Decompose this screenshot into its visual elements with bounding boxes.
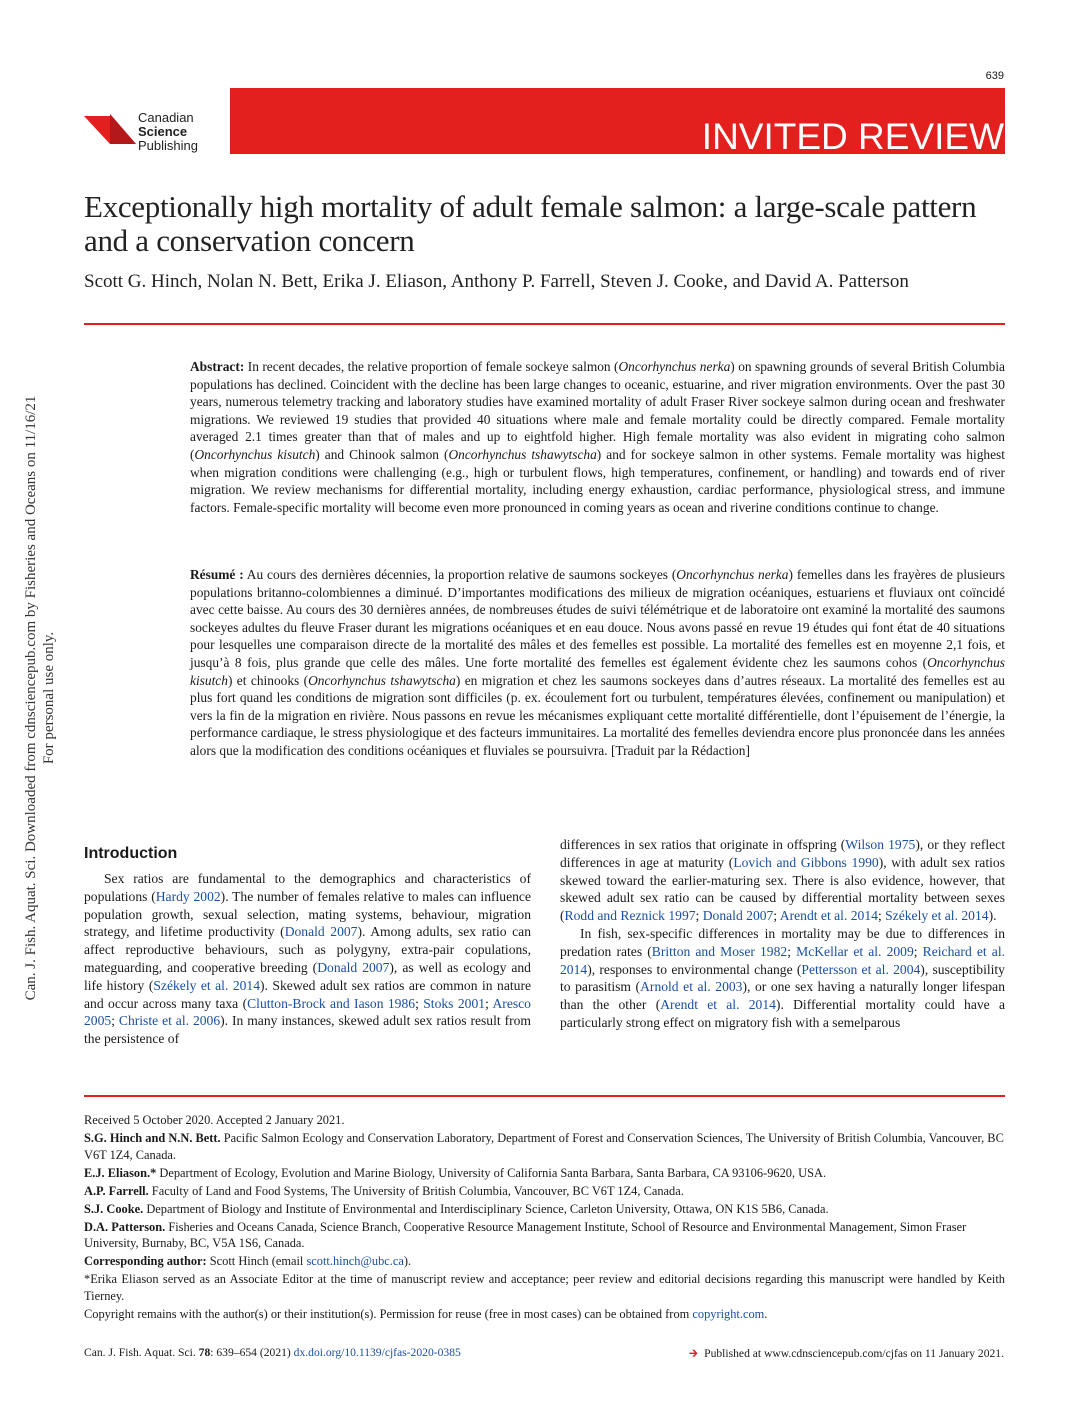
citation-link[interactable]: Hardy 2002 [155, 888, 221, 904]
citation-link[interactable]: Christe et al. 2006 [118, 1013, 221, 1029]
watermark-line-2: For personal use only. [41, 631, 57, 765]
citation-link[interactable]: Donald 2007 [284, 924, 358, 940]
journal-citation: Can. J. Fish. Aquat. Sci. 78: 639–654 (2021) dx.doi.org/10.1139/cjfas-2020-0385 [84, 1346, 461, 1359]
affiliation: S.G. Hinch and N.N. Bett. Pacific Salmon Ecology and Conservation Laboratory, Department of Forest and Conservation Sciences, The University of British Columbia, Vancouver, BC V6T 1Z4, Canada. [84, 1131, 1004, 1162]
copyright-link[interactable]: copyright.com [692, 1306, 765, 1321]
citation-link[interactable]: McKellar et al. 2009 [796, 943, 914, 959]
corresponding-author: Corresponding author: Scott Hinch (email scott.hinch@ubc.ca). [84, 1254, 412, 1268]
received-dates: Received 5 October 2020. Accepted 2 January 2021. [84, 1113, 345, 1127]
email-link[interactable]: scott.hinch@ubc.ca [306, 1254, 404, 1268]
logo-line-3: Publishing [138, 138, 198, 153]
pointer-icon: 🡲 [688, 1347, 699, 1360]
affiliation: A.P. Farrell. Faculty of Land and Food Systems, The University of British Columbia, Vancouver, BC V6T 1Z4, Canada. [84, 1183, 684, 1198]
editor-note: *Erika Eliason served as an Associate Editor at the time of manuscript review and acceptance; peer review and editorial decisions regarding this manuscript were handled by Keith Tierney. [84, 1272, 1005, 1303]
citation-link[interactable]: Wilson 1975 [845, 837, 916, 852]
citation-link[interactable]: Arnold et al. 2003 [640, 979, 743, 995]
citation-link[interactable]: Clutton-Brock and Iason 1986 [247, 995, 416, 1011]
affiliation: E.J. Eliason.* Department of Ecology, Evolution and Marine Biology, University of California Santa Barbara, Santa Barbara, CA 93106-9620, USA. [84, 1165, 827, 1180]
section-heading: Introduction [84, 845, 178, 862]
citation-link[interactable]: Rodd and Reznick 1997 [564, 908, 696, 924]
copyright-note: Copyright remains with the author(s) or their institution(s). Permission for reuse (free in most cases) can be obtained from copyright.com. [84, 1306, 768, 1321]
citation-link[interactable]: Székely et al. 2014 [153, 977, 261, 993]
abstract: Abstract: In recent decades, the relative proportion of female sockeye salmon (Oncorhynchus nerka) on spawning grounds of several British Columbia populations has declined. Coincident with the decline has been large changes to oceanic, estuarine, and river migration environments. Over the past 30 years, numerous telemetry tracking and laboratory studies have examined mortality of adult Fraser River sockeye salmon during ocean and freshwater migrations. We reviewed 19 studies that provided 40 situations where male and female mortality could be directly compared. Female mortality averaged 2.1 times greater than that of males and up to eightfold higher. High female mortality was also evident in migrating coho salmon (Oncorhynchus kisutch) and Chinook salmon (Oncorhynchus tshawytscha) and for sockeye salmon in other systems. Female mortality was highest when migration conditions were challenging (e.g., high or turbulent flows, high temperatures, confinement, or handling) and towards end of river migration. We review mechanisms for differential mortality, including energy exhaustion, cardiac performance, physiological stress, and immune factors. Female-specific mortality will become even more pronounced in coming years as ocean and riverine conditions continue to change. [190, 359, 1005, 515]
download-watermark [0, 300, 60, 1080]
citation-link[interactable]: Lovich and Gibbons 1990 [733, 854, 879, 870]
watermark-line-1: Can. J. Fish. Aquat. Sci. Downloaded from cdnsciencepub.com by Fisheries and Oceans on 11/16/21 [23, 395, 39, 1001]
intro-paragraph-2: differences in sex ratios that originate in offspring (Wilson 1975), or they reflect differences in age at maturity (Lovich and Gibbons 1990), with adult sex ratios skewed toward the earlier-maturing sex. There is also evidence, however, that skewed adult sex ratio can be caused by differential mortality between sexes (Rodd and Reznick 1997; Donald 2007; Arendt et al. 2014; Székely et al. 2014). [560, 837, 1005, 924]
citation-link[interactable]: Donald 2007 [702, 908, 774, 924]
affiliation: D.A. Patterson. Fisheries and Oceans Canada, Science Branch, Cooperative Resource Management Institute, School of Resource and Environmental Management, Simon Fraser University, Burnaby, BC, V5A 1S6, Canada. [84, 1219, 967, 1250]
article-title: Exceptionally high mortality of adult female salmon: a large-scale pattern and a conservation concern [84, 189, 977, 258]
citation-link[interactable]: Aresco 2005 [84, 995, 531, 1029]
logo-line-1: Canadian [138, 110, 194, 125]
published-note: 🡲 Published at www.cdnsciencepub.com/cjfas on 11 January 2021. [688, 1347, 1004, 1360]
citation-link[interactable]: Reichard et al. 2014 [560, 943, 1005, 977]
footnote-rule [84, 1095, 1005, 1097]
citation-link[interactable]: Britton and Moser 1982 [651, 943, 788, 959]
footnotes [84, 1112, 1005, 1324]
intro-paragraph-1: Sex ratios are fundamental to the demographics and characteristics of populations (Hardy 2002). The number of females relative to males can influence population growth, sexual selection, mating systems, behaviour, migration strategy, and lifetime productivity (Donald 2007). Among adults, sex ratio can affect reproductive behaviours, such as polygyny, extra-pair copulations, mateguarding, and cooperative breeding (Donald 2007), as well as ecology and life history (Székely et al. 2014). Skewed adult sex ratios are common in nature and occur across many taxa (Clutton-Brock and Iason 1986; Stoks 2001; Aresco 2005; Christe et al. 2006). In many instances, skewed adult sex ratios result from the persistence of [84, 871, 532, 1047]
citation-link[interactable]: Pettersson et al. 2004 [801, 961, 921, 977]
author-list: Scott G. Hinch, Nolan N. Bett, Erika J. Eliason, Anthony P. Farrell, Steven J. Cooke, and David A. Patterson [84, 271, 909, 292]
publisher-logo-icon [84, 88, 136, 144]
intro-paragraph-3: In fish, sex-specific differences in mortality may be due to differences in predation rates (Britton and Moser 1982; McKellar et al. 2009; Reichard et al. 2014), responses to environmental change (Pettersson et al. 2004), susceptibility to parasitism (Arnold et al. 2003), or one sex having a naturally longer lifespan than the other (Arendt et al. 2014). Differential mortality could have a particularly strong effect on migratory fish with a semelparous [560, 925, 1005, 1030]
citation-link[interactable]: Stoks 2001 [423, 995, 486, 1011]
affiliation: S.J. Cooke. Department of Biology and Institute of Environmental and Interdisciplinary Science, Carleton University, Ottawa, ON K1S 5B6, Canada. [84, 1201, 829, 1216]
logo-line-2: Science [138, 124, 188, 139]
resume: Résumé : Au cours des dernières décennies, la proportion relative de saumons sockeyes (Oncorhynchus nerka) femelles dans les frayères de plusieurs populations britanno-colombiennes a diminué. D’importantes modifications des milieux de migration océaniques, estuariens et fluviaux ont coïncidé avec cette baisse. Au cours des 30 dernières années, de nombreuses études de suivi télémétrique et de laboratoire ont examiné la mortalité des saumons sockeyes adultes du fleuve Fraser durant les migrations océaniques et en eau douce. Nous avons passé en revue 19 études qui font état de 40 situations pour lesquelles une comparaison directe de la mortalité des mâles et des femelles est possible. La mortalité des femelles est en moyenne 2,1 fois, et jusqu’à 8 fois, plus grande que celle des mâles. Une forte mortalité des femelles est également évidente chez les saumons cohos (Oncorhynchus kisutch) et chinooks (Oncorhynchus tshawytscha) en migration et chez les saumons sockeyes dans d’autres réseaux. La mortalité des femelles est au plus fort quand les conditions de migration sont difficiles (p. ex. écoulement fort ou turbulent, températures élevées, confinement ou manipulation) et vers la fin de la migration en rivière. Nous passons en revue les mécanismes expliquant cette mortalité différentielle, dont l’épuisement de l’énergie, la performance cardiaque, le stress physiologique et des facteurs immunitaires. La mortalité des femelles deviendra encore plus prononcée dans les années alors que la modification des conditions océaniques et fluviales se poursuivra. [Traduit par la Rédaction] [190, 567, 1005, 758]
doi-link[interactable]: dx.doi.org/10.1139/cjfas-2020-0385 [293, 1346, 461, 1359]
intro-right-column [560, 836, 1005, 1032]
publisher-logo [84, 88, 214, 158]
title-rule [84, 323, 1005, 325]
citation-link[interactable]: Arendt et al. 2014 [660, 997, 776, 1013]
article-type-label: INVITED REVIEW [701, 116, 1004, 157]
citation-link[interactable]: Székely et al. 2014 [885, 908, 989, 924]
citation-link[interactable]: Donald 2007 [317, 959, 390, 975]
page-number: 639 [985, 70, 1004, 82]
citation-link[interactable]: Arendt et al. 2014 [779, 908, 878, 924]
